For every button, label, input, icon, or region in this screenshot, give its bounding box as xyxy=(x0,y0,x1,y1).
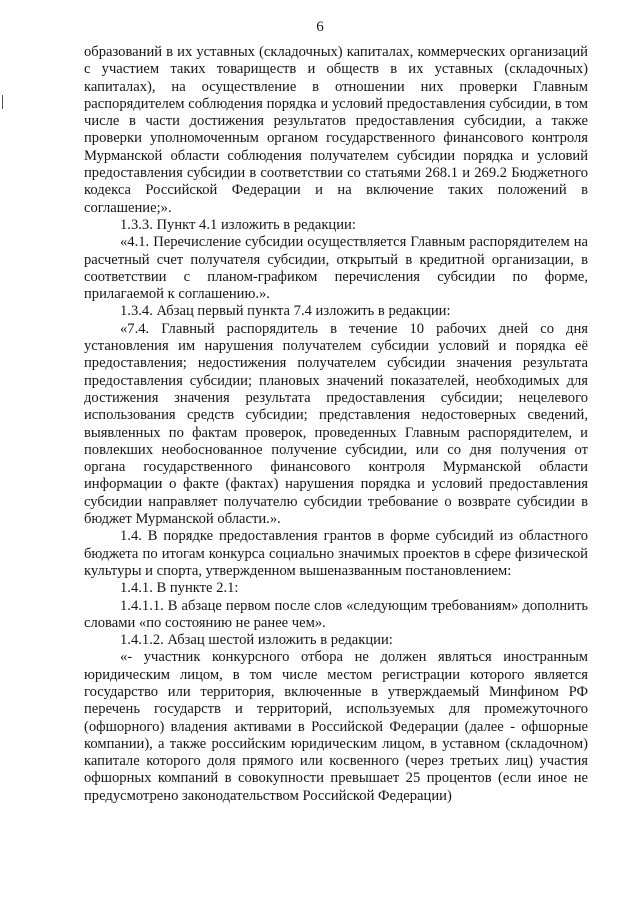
paragraph-item-1-4: 1.4. В порядке предоставления грантов в форме субсидий из областного бюджета по итогам конкурса социально значимых проектов в сфере физической культуры и спорта, утвержденном вышеназванным постановлением: xyxy=(84,528,588,579)
margin-mark xyxy=(2,95,3,109)
paragraph-quote-4-1: «4.1. Перечисление субсидии осуществляется Главным распорядителем на расчетный счет получателя субсидии, открытый в кредитной организации, в соответствии с планом-графиком перечисления субсидии по форме, прилагаемой к соглашению.». xyxy=(84,234,588,303)
paragraph-quote-7-4: «7.4. Главный распорядитель в течение 10 рабочих дней со дня установления им нарушения получателем субсидии условий и порядка её предоставления; недостижения получателем субсидии значения результата предоставления субсидии; плановых значений показателей, необходимых для достижения значения результата предоставления субсидии; нецелевого использования средств субсидии; представления недостоверных сведений, выявленных по фактам проверок, проведенных Главным распорядителем, и повлекших необоснованное получение субсидии, или со дня получения от органа государственного финансового контроля Мурманской области информации о факте (фактах) нарушения порядка и условий предоставления субсидии направляет получателю субсидии требование о возврате субсидии в бюджет Мурманской области.». xyxy=(84,320,588,528)
paragraph-item-1-4-1: 1.4.1. В пункте 2.1: xyxy=(120,580,239,597)
paragraph-item-1-3-4: 1.3.4. Абзац первый пункта 7.4 изложить в редакции: xyxy=(120,303,451,320)
paragraph-continuation: образований в их уставных (складочных) капиталах, коммерческих организаций с участием таких товариществ и обществ в их уставных (складочных) капиталах), на осуществление в отношении них проверки Главным распорядителем соблюдения порядка и условий предоставления субсидии, в том числе в части достижения результатов предоставления субсидии, а также проверки уполномоченным органом государственного финансового контроля Мурманской области соблюдения получателем субсидии порядка и условий предоставления субсидии в соответствии со статьями 268.1 и 269.2 Бюджетного кодекса Российской Федерации и на включение таких положений в соглашение;». xyxy=(84,44,588,216)
page-number: 6 xyxy=(316,19,324,35)
paragraph-item-1-4-1-2: 1.4.1.2. Абзац шестой изложить в редакции: xyxy=(120,632,393,649)
paragraph-item-1-3-3: 1.3.3. Пункт 4.1 изложить в редакции: xyxy=(120,216,356,233)
document-body xyxy=(84,44,588,805)
paragraph-item-1-4-1-1: 1.4.1.1. В абзаце первом после слов «следующим требованиям» дополнить словами «по состоянию не ранее чем». xyxy=(84,597,588,631)
paragraph-quote-participant: «- участник конкурсного отбора не должен являться иностранным юридическим лицом, в том числе местом регистрации которого является государство или территория, включенные в утверждаемый Минфином РФ перечень государств и территорий, используемых для промежуточного (офшорного) владения активами в Российской Федерации (далее - офшорные компании), а также российским юридическим лицом, в уставном (складочном) капитале которого доля прямого или косвенного (через третьих лиц) участия офшорных компаний в совокупности превышает 25 процентов (если иное не предусмотрено законодательством Российской Федерации) xyxy=(84,649,588,804)
